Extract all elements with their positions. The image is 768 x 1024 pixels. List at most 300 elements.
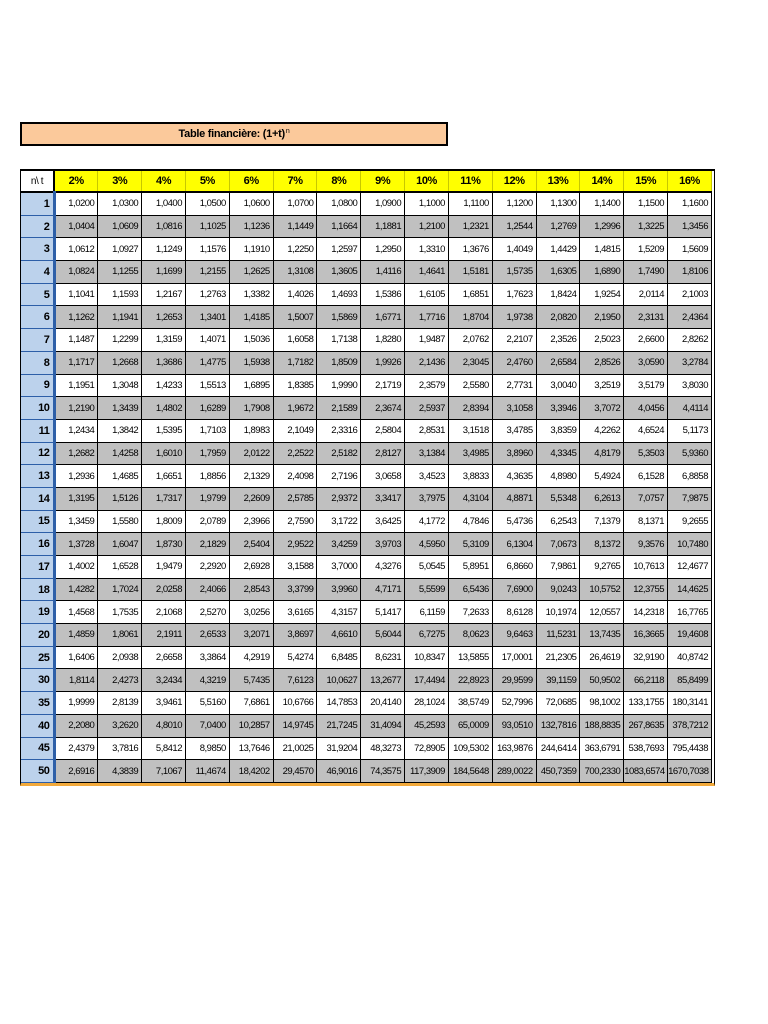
- factor-cell: 2,3674: [361, 397, 405, 420]
- factor-cell: 2,0789: [185, 510, 229, 533]
- factor-cell: 1,0927: [98, 238, 142, 261]
- table-row: [21, 737, 712, 760]
- factor-cell: 1,0600: [229, 192, 273, 215]
- factor-cell: 2,0122: [229, 442, 273, 465]
- factor-cell: 1,4815: [580, 238, 624, 261]
- factor-cell: 4,3104: [448, 487, 492, 510]
- factor-cell: 1,9926: [361, 351, 405, 374]
- factor-cell: 72,0685: [536, 692, 580, 715]
- factor-cell: 9,6463: [492, 624, 536, 647]
- factor-cell: 1,3728: [54, 533, 98, 556]
- factor-cell: 1,2936: [54, 465, 98, 488]
- factor-cell: 2,3316: [317, 419, 361, 442]
- factor-cell: 1,2996: [580, 215, 624, 238]
- factor-cell: 13,2677: [361, 669, 405, 692]
- factor-cell: 1,5609: [668, 238, 712, 261]
- period-label: 8: [21, 351, 54, 374]
- factor-cell: 85,8499: [668, 669, 712, 692]
- factor-cell: 5,0545: [405, 556, 449, 579]
- factor-cell: 2,1829: [185, 533, 229, 556]
- factor-cell: 4,0456: [624, 397, 668, 420]
- factor-cell: 4,8010: [142, 714, 186, 737]
- factor-cell: 17,4494: [405, 669, 449, 692]
- rate-header: 11%: [448, 171, 492, 192]
- financial-table-container: [20, 169, 715, 786]
- factor-cell: 3,0590: [624, 351, 668, 374]
- factor-cell: 29,4570: [273, 760, 317, 783]
- table-body: [21, 192, 712, 782]
- factor-cell: 267,8635: [624, 714, 668, 737]
- factor-cell: 1,3439: [98, 397, 142, 420]
- factor-cell: 10,2857: [229, 714, 273, 737]
- factor-cell: 3,9461: [142, 692, 186, 715]
- factor-cell: 31,9204: [317, 737, 361, 760]
- factor-cell: 1,2950: [361, 238, 405, 261]
- factor-cell: 1,2769: [536, 215, 580, 238]
- factor-cell: 4,3839: [98, 760, 142, 783]
- factor-cell: 5,5348: [536, 487, 580, 510]
- factor-cell: 1,8061: [98, 624, 142, 647]
- factor-cell: 9,2655: [668, 510, 712, 533]
- factor-cell: 14,2318: [624, 601, 668, 624]
- factor-cell: 21,7245: [317, 714, 361, 737]
- factor-cell: 163,9876: [492, 737, 536, 760]
- factor-cell: 1,1941: [98, 306, 142, 329]
- factor-cell: 1,4049: [492, 238, 536, 261]
- factor-cell: 18,4202: [229, 760, 273, 783]
- factor-cell: 1,7182: [273, 351, 317, 374]
- factor-cell: 1,9990: [317, 374, 361, 397]
- factor-cell: 3,8960: [492, 442, 536, 465]
- factor-cell: 1,6406: [54, 646, 98, 669]
- factor-cell: 2,8127: [361, 442, 405, 465]
- factor-cell: 5,4736: [492, 510, 536, 533]
- factor-cell: 7,6861: [229, 692, 273, 715]
- table-row: [21, 374, 712, 397]
- factor-cell: 3,8697: [273, 624, 317, 647]
- factor-cell: 1,5007: [273, 306, 317, 329]
- factor-cell: 1,7535: [98, 601, 142, 624]
- factor-cell: 1,2597: [317, 238, 361, 261]
- factor-cell: 2,1950: [580, 306, 624, 329]
- factor-cell: 2,0820: [536, 306, 580, 329]
- factor-cell: 1,6895: [229, 374, 273, 397]
- rate-header: 8%: [317, 171, 361, 192]
- factor-cell: 6,2613: [580, 487, 624, 510]
- factor-cell: 1,7716: [405, 306, 449, 329]
- factor-cell: 1,1236: [229, 215, 273, 238]
- factor-cell: 1,0400: [142, 192, 186, 215]
- factor-cell: 1,3159: [142, 329, 186, 352]
- period-label: 1: [21, 192, 54, 215]
- factor-cell: 1,5126: [98, 487, 142, 510]
- factor-cell: 1,3310: [405, 238, 449, 261]
- period-label: 5: [21, 283, 54, 306]
- table-row: [21, 261, 712, 284]
- factor-cell: 1,6890: [580, 261, 624, 284]
- table-row: [21, 238, 712, 261]
- factor-cell: 1,8114: [54, 669, 98, 692]
- factor-cell: 1,2668: [98, 351, 142, 374]
- factor-cell: 4,8179: [580, 442, 624, 465]
- factor-cell: 2,6928: [229, 556, 273, 579]
- factor-cell: 1,5580: [98, 510, 142, 533]
- factor-cell: 2,3131: [624, 306, 668, 329]
- factor-cell: 2,2609: [229, 487, 273, 510]
- factor-cell: 8,9850: [185, 737, 229, 760]
- factor-cell: 2,6533: [185, 624, 229, 647]
- factor-cell: 6,8660: [492, 556, 536, 579]
- factor-cell: 1,4859: [54, 624, 98, 647]
- factor-cell: 1,1717: [54, 351, 98, 374]
- factor-cell: 3,2071: [229, 624, 273, 647]
- factor-cell: 32,9190: [624, 646, 668, 669]
- factor-cell: 1,3456: [668, 215, 712, 238]
- period-label: 13: [21, 465, 54, 488]
- factor-cell: 6,8858: [668, 465, 712, 488]
- factor-cell: 6,5436: [448, 578, 492, 601]
- factor-cell: 2,5404: [229, 533, 273, 556]
- factor-cell: 5,7435: [229, 669, 273, 692]
- factor-cell: 11,4674: [185, 760, 229, 783]
- factor-cell: 1,6058: [273, 329, 317, 352]
- factor-cell: 1,4071: [185, 329, 229, 352]
- factor-cell: 1,0824: [54, 261, 98, 284]
- rate-header: 4%: [142, 171, 186, 192]
- factor-cell: 1,2155: [185, 261, 229, 284]
- factor-cell: 3,4259: [317, 533, 361, 556]
- table-row: [21, 215, 712, 238]
- factor-cell: 1,5938: [229, 351, 273, 374]
- factor-cell: 3,4985: [448, 442, 492, 465]
- factor-cell: 1,6047: [98, 533, 142, 556]
- factor-cell: 132,7816: [536, 714, 580, 737]
- factor-cell: 72,8905: [405, 737, 449, 760]
- factor-cell: 7,1379: [580, 510, 624, 533]
- factor-cell: 1,0612: [54, 238, 98, 261]
- factor-cell: 12,0557: [580, 601, 624, 624]
- factor-cell: 3,8030: [668, 374, 712, 397]
- factor-cell: 1,6289: [185, 397, 229, 420]
- period-label: 15: [21, 510, 54, 533]
- factor-cell: 1,3195: [54, 487, 98, 510]
- factor-cell: 3,2434: [142, 669, 186, 692]
- factor-cell: 1,8009: [142, 510, 186, 533]
- factor-cell: 3,9960: [317, 578, 361, 601]
- rate-header: 10%: [405, 171, 449, 192]
- factor-cell: 9,0243: [536, 578, 580, 601]
- factor-cell: 1,7103: [185, 419, 229, 442]
- factor-cell: 1,1576: [185, 238, 229, 261]
- factor-cell: 7,1067: [142, 760, 186, 783]
- factor-cell: 1,6105: [405, 283, 449, 306]
- financial-table: [21, 171, 712, 783]
- factor-cell: 3,7000: [317, 556, 361, 579]
- factor-cell: 4,7846: [448, 510, 492, 533]
- header-row: [21, 171, 712, 192]
- factor-cell: 1,4233: [142, 374, 186, 397]
- factor-cell: 1,5513: [185, 374, 229, 397]
- factor-cell: 2,4364: [668, 306, 712, 329]
- factor-cell: 14,9745: [273, 714, 317, 737]
- factor-cell: 1,1249: [142, 238, 186, 261]
- factor-cell: 2,2107: [492, 329, 536, 352]
- factor-cell: 5,1417: [361, 601, 405, 624]
- factor-cell: 5,5160: [185, 692, 229, 715]
- rate-header: 3%: [98, 171, 142, 192]
- factor-cell: 8,6128: [492, 601, 536, 624]
- factor-cell: 3,7816: [98, 737, 142, 760]
- factor-cell: 5,8951: [448, 556, 492, 579]
- factor-cell: 1,1262: [54, 306, 98, 329]
- factor-cell: 7,0400: [185, 714, 229, 737]
- period-label: 6: [21, 306, 54, 329]
- table-title: [20, 122, 448, 146]
- factor-cell: 1,8385: [273, 374, 317, 397]
- factor-cell: 9,2765: [580, 556, 624, 579]
- table-row: [21, 306, 712, 329]
- table-row: [21, 760, 712, 783]
- factor-cell: 1,9999: [54, 692, 98, 715]
- period-label: 11: [21, 419, 54, 442]
- factor-cell: 5,4274: [273, 646, 317, 669]
- table-row: [21, 283, 712, 306]
- factor-cell: 795,4438: [668, 737, 712, 760]
- factor-cell: 1,2625: [229, 261, 273, 284]
- factor-cell: 4,5950: [405, 533, 449, 556]
- factor-cell: 1,1593: [98, 283, 142, 306]
- factor-cell: 52,7996: [492, 692, 536, 715]
- table-row: [21, 601, 712, 624]
- factor-cell: 1,2321: [448, 215, 492, 238]
- factor-cell: 11,5231: [536, 624, 580, 647]
- factor-cell: 2,6658: [142, 646, 186, 669]
- factor-cell: 1,2434: [54, 419, 98, 442]
- factor-cell: 48,3273: [361, 737, 405, 760]
- factor-cell: 1,1025: [185, 215, 229, 238]
- factor-cell: 1,3048: [98, 374, 142, 397]
- factor-cell: 4,6524: [624, 419, 668, 442]
- table-row: [21, 329, 712, 352]
- factor-cell: 1,4026: [273, 283, 317, 306]
- factor-cell: 26,4619: [580, 646, 624, 669]
- factor-cell: 1,6651: [142, 465, 186, 488]
- period-label: 30: [21, 669, 54, 692]
- factor-cell: 1,8280: [361, 329, 405, 352]
- factor-cell: 1,0900: [361, 192, 405, 215]
- rate-header: 7%: [273, 171, 317, 192]
- factor-cell: 74,3575: [361, 760, 405, 783]
- period-label: 45: [21, 737, 54, 760]
- factor-cell: 65,0009: [448, 714, 492, 737]
- factor-cell: 4,8980: [536, 465, 580, 488]
- factor-cell: 378,7212: [668, 714, 712, 737]
- factor-cell: 2,8394: [448, 397, 492, 420]
- factor-cell: 2,1049: [273, 419, 317, 442]
- factor-cell: 1,1600: [668, 192, 712, 215]
- period-label: 9: [21, 374, 54, 397]
- factor-cell: 13,7435: [580, 624, 624, 647]
- factor-cell: 1,8424: [536, 283, 580, 306]
- factor-cell: 2,3045: [448, 351, 492, 374]
- factor-cell: 2,3579: [405, 374, 449, 397]
- factor-cell: 450,7359: [536, 760, 580, 783]
- factor-cell: 289,0022: [492, 760, 536, 783]
- factor-cell: 5,1173: [668, 419, 712, 442]
- factor-cell: 1,5181: [448, 261, 492, 284]
- factor-cell: 117,3909: [405, 760, 449, 783]
- factor-cell: 10,5752: [580, 578, 624, 601]
- factor-cell: 1,2167: [142, 283, 186, 306]
- factor-cell: 1,7024: [98, 578, 142, 601]
- factor-cell: 28,1024: [405, 692, 449, 715]
- factor-cell: 2,1719: [361, 374, 405, 397]
- factor-cell: 4,3345: [536, 442, 580, 465]
- factor-cell: 1,7959: [185, 442, 229, 465]
- factor-cell: 1,7490: [624, 261, 668, 284]
- factor-cell: 8,1372: [580, 533, 624, 556]
- table-row: [21, 397, 712, 420]
- factor-cell: 4,1772: [405, 510, 449, 533]
- factor-cell: 1,1100: [448, 192, 492, 215]
- period-label: 10: [21, 397, 54, 420]
- factor-cell: 3,4785: [492, 419, 536, 442]
- factor-cell: 1,6851: [448, 283, 492, 306]
- factor-cell: 3,6425: [361, 510, 405, 533]
- factor-cell: 6,1304: [492, 533, 536, 556]
- period-label: 14: [21, 487, 54, 510]
- factor-cell: 8,0623: [448, 624, 492, 647]
- factor-cell: 1,9738: [492, 306, 536, 329]
- factor-cell: 1,3686: [142, 351, 186, 374]
- factor-cell: 3,9703: [361, 533, 405, 556]
- period-label: 25: [21, 646, 54, 669]
- factor-cell: 2,9372: [317, 487, 361, 510]
- factor-cell: 1083,6574: [624, 760, 668, 783]
- factor-cell: 2,5023: [580, 329, 624, 352]
- factor-cell: 2,4066: [185, 578, 229, 601]
- factor-cell: 1,5735: [492, 261, 536, 284]
- factor-cell: 3,5179: [624, 374, 668, 397]
- factor-cell: 1,8106: [668, 261, 712, 284]
- corner-label: n\ t: [21, 171, 54, 192]
- factor-cell: 10,1974: [536, 601, 580, 624]
- rate-header: 9%: [361, 171, 405, 192]
- factor-cell: 2,1589: [317, 397, 361, 420]
- factor-cell: 1,4258: [98, 442, 142, 465]
- factor-cell: 8,1371: [624, 510, 668, 533]
- factor-cell: 1,2250: [273, 238, 317, 261]
- factor-cell: 22,8923: [448, 669, 492, 692]
- factor-cell: 10,7480: [668, 533, 712, 556]
- factor-cell: 7,2633: [448, 601, 492, 624]
- factor-cell: 2,8262: [668, 329, 712, 352]
- factor-cell: 93,0510: [492, 714, 536, 737]
- factor-cell: 1,0300: [98, 192, 142, 215]
- factor-cell: 6,2543: [536, 510, 580, 533]
- factor-cell: 2,3966: [229, 510, 273, 533]
- factor-cell: 1,3401: [185, 306, 229, 329]
- factor-cell: 2,1003: [668, 283, 712, 306]
- factor-cell: 1,1951: [54, 374, 98, 397]
- table-row: [21, 714, 712, 737]
- factor-cell: 1,4429: [536, 238, 580, 261]
- factor-cell: 1,4185: [229, 306, 273, 329]
- factor-cell: 1,3225: [624, 215, 668, 238]
- factor-cell: 1,2299: [98, 329, 142, 352]
- factor-cell: 17,0001: [492, 646, 536, 669]
- factor-cell: 1,3676: [448, 238, 492, 261]
- factor-cell: 2,0938: [98, 646, 142, 669]
- factor-cell: 39,1159: [536, 669, 580, 692]
- period-label: 12: [21, 442, 54, 465]
- factor-cell: 1,7317: [142, 487, 186, 510]
- table-row: [21, 669, 712, 692]
- factor-cell: 2,0258: [142, 578, 186, 601]
- factor-cell: 1,4775: [185, 351, 229, 374]
- table-row: [21, 351, 712, 374]
- period-label: 40: [21, 714, 54, 737]
- factor-cell: 2,1436: [405, 351, 449, 374]
- factor-cell: 1,1500: [624, 192, 668, 215]
- factor-cell: 1,1041: [54, 283, 98, 306]
- factor-cell: 5,6044: [361, 624, 405, 647]
- factor-cell: 3,1518: [448, 419, 492, 442]
- factor-cell: 1,2190: [54, 397, 98, 420]
- factor-cell: 1,9672: [273, 397, 317, 420]
- factor-cell: 700,2330: [580, 760, 624, 783]
- factor-cell: 1,4116: [361, 261, 405, 284]
- factor-cell: 180,3141: [668, 692, 712, 715]
- period-label: 18: [21, 578, 54, 601]
- factor-cell: 1,3382: [229, 283, 273, 306]
- factor-cell: 1,3459: [54, 510, 98, 533]
- factor-cell: 1,8509: [317, 351, 361, 374]
- factor-cell: 1,2682: [54, 442, 98, 465]
- factor-cell: 1,1664: [317, 215, 361, 238]
- period-label: 35: [21, 692, 54, 715]
- factor-cell: 188,8835: [580, 714, 624, 737]
- period-label: 4: [21, 261, 54, 284]
- factor-cell: 1,7138: [317, 329, 361, 352]
- factor-cell: 3,6165: [273, 601, 317, 624]
- factor-cell: 1,5395: [142, 419, 186, 442]
- title-exponent: n: [285, 127, 290, 135]
- factor-cell: 3,0658: [361, 465, 405, 488]
- factor-cell: 363,6791: [580, 737, 624, 760]
- factor-cell: 3,3799: [273, 578, 317, 601]
- factor-cell: 1,5036: [229, 329, 273, 352]
- factor-cell: 2,8526: [580, 351, 624, 374]
- factor-cell: 38,5749: [448, 692, 492, 715]
- factor-cell: 1,4568: [54, 601, 98, 624]
- factor-cell: 10,7613: [624, 556, 668, 579]
- factor-cell: 1,0500: [185, 192, 229, 215]
- rate-header: 6%: [229, 171, 273, 192]
- period-label: 3: [21, 238, 54, 261]
- factor-cell: 6,1528: [624, 465, 668, 488]
- factor-cell: 2,4379: [54, 737, 98, 760]
- factor-cell: 3,3864: [185, 646, 229, 669]
- factor-cell: 8,6231: [361, 646, 405, 669]
- factor-cell: 13,7646: [229, 737, 273, 760]
- factor-cell: 2,5804: [361, 419, 405, 442]
- factor-cell: 6,8485: [317, 646, 361, 669]
- factor-cell: 20,4140: [361, 692, 405, 715]
- factor-cell: 3,2519: [580, 374, 624, 397]
- factor-cell: 1,7623: [492, 283, 536, 306]
- factor-cell: 1,6305: [536, 261, 580, 284]
